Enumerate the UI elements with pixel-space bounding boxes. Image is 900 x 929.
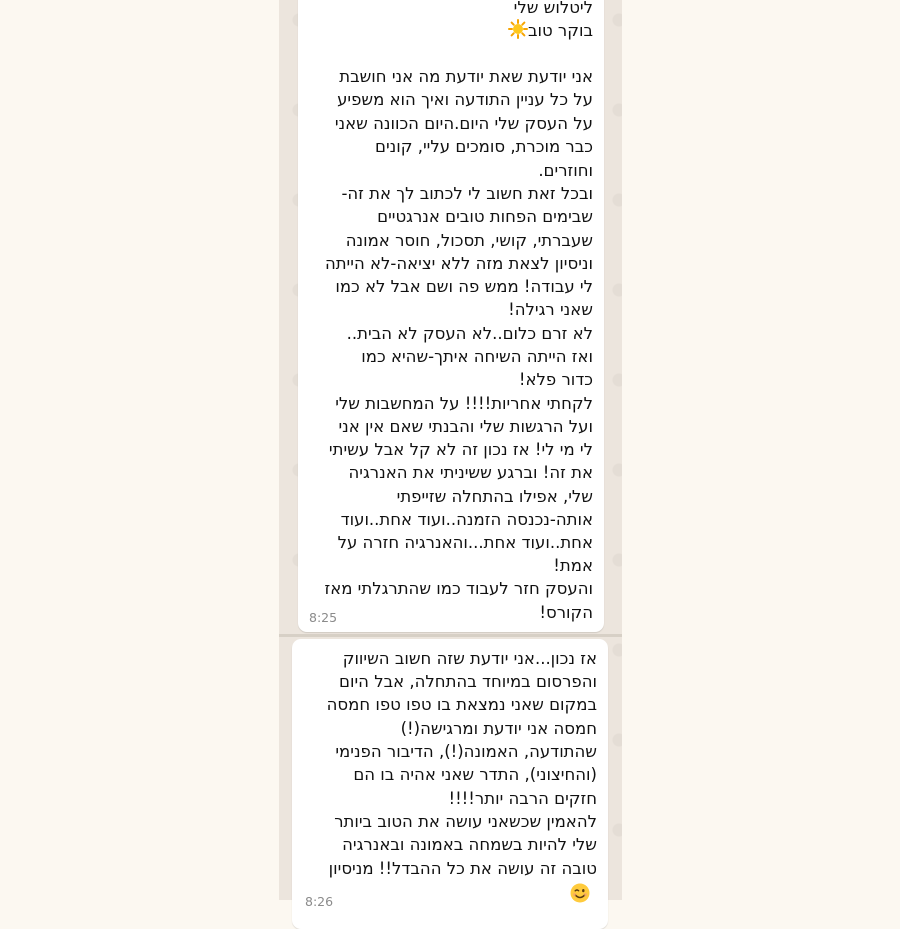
message-line: ליטלוש שלי <box>513 0 593 17</box>
message-line: ואז הייתה השיחה איתך-שהיא כמו <box>361 347 593 366</box>
message-timestamp: 8:25 <box>309 610 338 625</box>
message-line: וניסיון לצאת מזה ללא יציאה-לא הייתה <box>324 254 593 273</box>
message-line: בוקר טוב <box>507 19 593 42</box>
message-line: לי עבודה! ממש פה ושם אבל לא כמו <box>335 277 593 296</box>
message-line: הקורס! <box>539 603 593 622</box>
message-line: אני יודעת שאת יודעת מה אני חושבת <box>339 67 593 86</box>
message-line: שלי להיות בשמחה באמונה ובאנרגיה <box>342 835 597 854</box>
message-line: שאני רגילה! <box>508 300 593 319</box>
message-line: שלי, אפילו בהתחלה שזייפתי <box>396 487 593 506</box>
message-line: על כל עניין התודעה ואיך הוא משפיע <box>337 90 593 109</box>
message-line: והעסק חזר לעבוד כמו שהתרגלתי מאז <box>324 579 593 598</box>
message-line: שעברתי, קושי, תסכול, חוסר אמונה <box>345 231 593 250</box>
message-line: כבר מוכרת, סומכים עליי, קונים <box>375 137 593 156</box>
message-line: אז נכון...אני יודעת שזה חשוב השיווק <box>342 649 597 668</box>
message-line: כדור פלא! <box>518 370 593 389</box>
message-line: שהתודעה, האמונה(!), הדיבור הפנימי <box>335 742 597 761</box>
message-line: וחוזרים. <box>538 161 593 180</box>
message-line: חזקים הרבה יותר!!!! <box>448 789 597 808</box>
winking-face-emoji-icon <box>570 883 590 903</box>
message-timestamp: 8:26 <box>305 894 334 909</box>
message-line: שבימים הפחות טובים אנרגטיים <box>377 207 593 226</box>
message-separator <box>279 634 622 637</box>
message-line: ועל הרגשות שלי והבנתי שאם אין אני <box>338 417 593 436</box>
message-line: במקום שאני נמצאת בו טפו טפו חמסה <box>326 695 597 714</box>
message-line: לי מי לי! אז נכון זה לא קל אבל עשיתי <box>328 440 593 459</box>
message-line: ובכל זאת חשוב לי לכתוב לך את זה- <box>341 184 593 203</box>
message-line: אחת..ועוד אחת...והאנרגיה חזרה על <box>337 533 593 552</box>
message-line: על העסק שלי היום.היום הכוונה שאני <box>334 114 593 133</box>
message-line: חמסה אני יודעת ומרגישה(!) <box>400 719 597 738</box>
message-line: לקחתי אחריות!!!! על המחשבות שלי <box>335 394 593 413</box>
message-line: להאמין שכשאני עושה את הטוב ביותר <box>334 812 597 831</box>
message-line: והפרסום במיוחד בהתחלה, אבל היום <box>339 672 597 691</box>
message-bubble-1[interactable] <box>298 0 604 632</box>
message-line: לא זרם כלום..לא העסק לא הבית.. <box>346 324 593 343</box>
sun-emoji-icon <box>508 19 528 39</box>
message-line: (והחיצוני), התדר שאני אהיה בו הם <box>353 765 597 784</box>
message-line: טובה זה עושה את כל ההבדל!! מניסיון <box>328 859 597 878</box>
message-bubble-2[interactable] <box>292 639 608 929</box>
message-line: אותה-נכנסה הזמנה..ועוד אחת..ועוד <box>340 510 593 529</box>
message-line: את זה! וברגע ששיניתי את האנרגיה <box>348 463 593 482</box>
message-line: אמת! <box>553 556 593 575</box>
